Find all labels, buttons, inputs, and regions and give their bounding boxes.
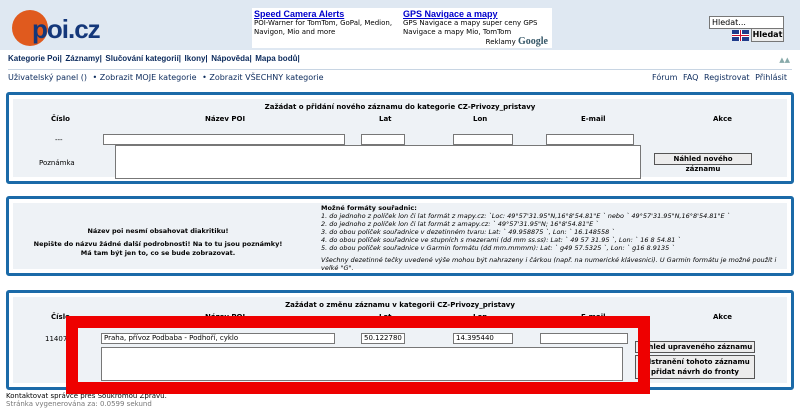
nav-zaznamy[interactable]: Záznamy| [65,54,102,63]
col-email: E-mail [581,115,606,123]
ad-1-title[interactable]: Speed Camera Alerts [254,9,345,19]
ad-1-text: POI-Warner for TomTom, GoPal, Medion, Navigon, Mio and more [254,19,393,36]
edit-col-action: Akce [713,313,732,321]
generation-time: Stránka vygenerována za: 0.0599 sekund [6,400,152,408]
edit-name-input[interactable]: Praha, přívoz Podbaba - Podhoří, cyklo [101,333,335,344]
col-lon: Lon [473,115,488,123]
info-panel [6,196,794,276]
delete-record-button[interactable] [635,355,755,379]
edit-number: 114071 [45,335,72,343]
col-action: Akce [713,115,732,123]
preview-edit-button[interactable]: Náhled upraveného záznamu [635,341,755,353]
format-2: 2. do jednoho z políček lon či lat formát z amapy.cz: ` 49°57'31.95"N; 16°8'54.81"E ` [321,220,599,228]
nav-slucovani[interactable]: Slučování kategorií| [105,54,181,63]
delete-record-label: Odstranění tohoto záznamu [640,358,750,366]
contact-admin-text[interactable]: Kontaktovat správce přes Soukromou Zprávu. [6,392,167,400]
faq-link[interactable]: FAQ [682,73,699,82]
preview-new-button[interactable]: Náhled nového záznamu [654,153,752,165]
new-email-input[interactable] [546,134,634,145]
info-rule-1: Název poi nesmí obsahovat diakritiku! [87,227,229,235]
main-nav [8,54,792,70]
edit-col-lon: Lon [473,313,488,321]
collapse-icon[interactable]: ▲▲ [779,56,790,64]
edit-col-number: Číslo [51,313,70,321]
col-number: Číslo [51,115,70,123]
sub-nav [8,73,792,85]
subnav-right [652,73,790,82]
login-link[interactable]: Přihlásit [755,73,787,82]
new-lon-input[interactable] [453,134,513,145]
formats-note: Všechny dezetinné tečky uvedené výše mohou být nahrazeny i čárkou (např. na numerické klávesnici). U Garmin formátu je možné použít i velké "G". [321,256,777,272]
new-lat-input[interactable] [361,134,405,145]
formats-title: Možné formáty souřadnic: [321,204,417,212]
info-rule-2: Nepište do názvu žádné další podrobnosti! Na to tu jsou poznámky! [33,240,283,248]
search-button[interactable]: Hledat [751,28,784,42]
new-note-label: Poznámka [39,159,75,167]
search-input[interactable]: Hledat... [709,16,784,29]
new-note-textarea[interactable] [115,145,641,179]
ad-2-title[interactable]: GPS Navigace a mapy [403,9,498,19]
new-number: --- [55,136,63,144]
add-to-queue-label: přidat návrh do fronty [651,368,739,376]
info-rule-3: Má tam být jen to, co se bude zobrazovat. [80,249,236,257]
coordinate-formats [321,204,781,272]
new-name-input[interactable] [103,134,345,145]
google-ads [252,8,552,48]
info-rules [13,227,303,258]
add-record-panel [6,92,794,184]
nav-mapa[interactable]: Mapa bodů| [255,54,300,63]
add-panel-title: Zažádat o přidání nového záznamu do kategorie CZ-Privozy_pristavy [264,103,536,111]
ad-1[interactable] [254,9,399,37]
ads-brand: Google [518,36,548,47]
ads-credit-label: Reklamy [485,38,516,46]
edit-col-lat: Lat [379,313,392,321]
user-panel-link[interactable]: Uživatelský panel () [8,73,87,82]
format-3: 3. do obou políček souřadnice v dezetinném tvaru: Lat: ` 49.958875 `, Lon: ` 16.148558 ` [321,228,615,236]
ad-2[interactable] [403,9,548,37]
all-categories-link[interactable]: • Zobrazit VŠECHNY kategorie [202,73,324,82]
page-footer [6,392,167,408]
format-4: 4. do obou políček souřadnice ve stupních s mezerami (dd mm ss.ss): Lat: ` 49 57 31.95 `, Lon: ` 16 8 54.81 ` [321,236,681,244]
edit-lon-input[interactable]: 14.395440 [453,333,513,344]
format-1: 1. do jednoho z políček lon či lat formát z mapy.cz: `Loc: 49°57'31.95"N,16°8'54.81"E ` nebo ` 49°57'31.95"N,16°8'54.81"E ` [321,212,730,220]
edit-col-name: Název POI [205,313,246,321]
edit-lat-input[interactable]: 50.122780 [361,333,405,344]
nav-kategorie[interactable]: Kategorie Poi| [8,54,62,63]
register-link[interactable]: Registrovat [704,73,750,82]
ads-credit[interactable] [486,36,548,47]
ad-2-text: GPS Navigace a mapy super ceny GPS Navigace a mapy Mio, TomTom [403,19,538,36]
col-lat: Lat [379,115,392,123]
edit-panel-title: Zažádat o změnu záznamu v kategorii CZ-Privozy_pristavy [285,301,515,309]
nav-ikony[interactable]: Ikony| [184,54,208,63]
highlight-rectangle [66,316,650,394]
site-header [0,0,800,50]
site-logo[interactable] [10,6,110,48]
format-5: 5. do obou políček souřadnice v Garmin formátu (dd mm.mmmm): Lat: ` g49 57.5325 `, Lon: ` g16 8.9135 ` [321,244,675,252]
my-categories-link[interactable]: • Zobrazit MOJE kategorie [92,73,197,82]
forum-link[interactable]: Fórum [652,73,678,82]
col-name: Název POI [205,115,246,123]
nav-napoveda[interactable]: Nápověda| [211,54,252,63]
edit-col-email: E-mail [581,313,606,321]
logo-text: poi.cz [32,14,100,44]
english-flag-icon[interactable] [732,30,749,41]
